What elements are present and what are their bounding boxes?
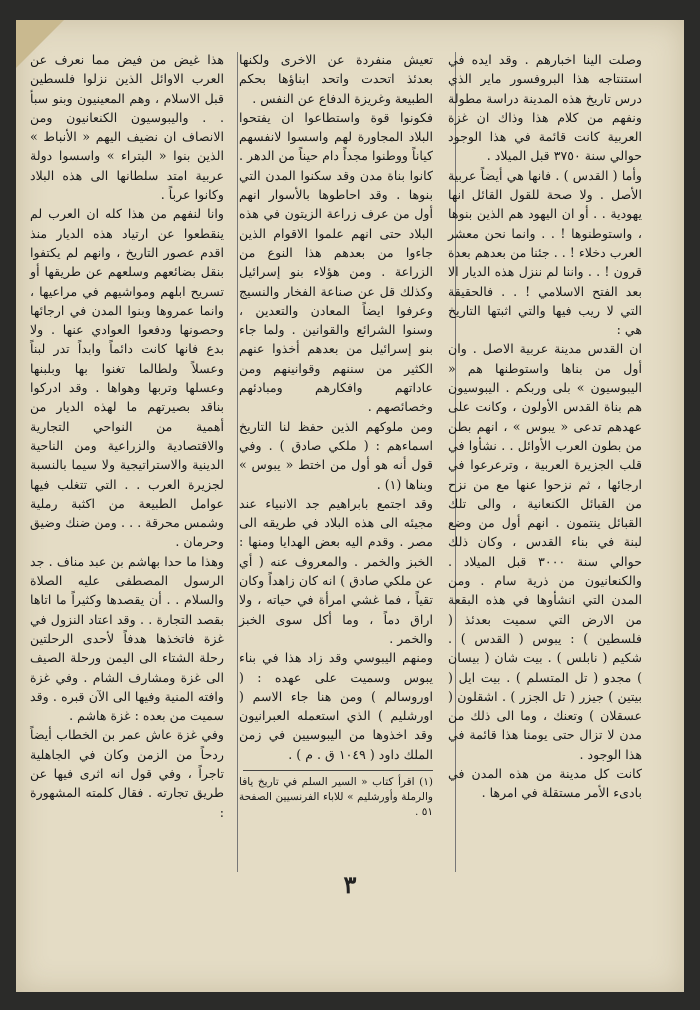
paragraph: فكونوا قوة واستطاعوا ان يفتحوا البلاد المجاورة لهم واسسوا لانفسهم كياناً ووطنوا مجداً دام حيناً من الدهر .: [239, 109, 433, 164]
paragraph: ومن ملوكهم الذين حفظ لنا التاريخ اسماءهم : ( ملكي صادق ) . وفي قول أنه هو أول من اختط « يبوس » وبناها (١) .: [239, 418, 433, 492]
column-left: [30, 50, 224, 870]
paragraph: ان القدس مدينة عربية الاصل . وان أول من بناها واستوطنها هم « اليبوسيون » بلى وربكم . اليبوسيون هم بناة القدس الأولون ، وكانت على عهدهم تدعى « يبوس » ، انهم بطن من بطون العرب الأوائل . . نشأوا في قلب الجزيرة العربية ، وترعرعوا في ارجائها ، ثم نزحوا عنها مع من نزح من القبائل الكنعانية ، والى تلك القبائل ينتمون . انهم أول من وضع لبنة في بناء القدس ، وكان ذلك حوالي سنة ٣٠٠٠ قبل الميلاد . والكنعانيون من ذرية سام . ومن المدن التي انشأوها في هذه البقعة من الارض التي سميت بعدئذ ( فلسطين ) : يبوس ( القدس ) . شكيم ( نابلس ) . بيت شان ( بيسان ) مجدو ( تل المتسلم ) . بيت ايل ( بيتين ) جيزر ( تل الجزر ) . اشقلون ( عسقلان ) وتعنك ، وما الى ذلك من مدن لا تزال حتى يومنا هذا قائمة في هذا الوجود .: [448, 341, 642, 762]
paragraph: وهذا ما حدا بهاشم بن عبد مناف . جد الرسول المصطفى عليه الصلاة والسلام . . أن يقصدها وكثيراً ما اتاها بقصد التجارة . . وقد اعتاد النزول في غزة فاتخذها هدفاً لأحدى الرحلتين رحلة الشتاء الى اليمن ورحلة الصيف الى غزة ومشارف الشام . وفي غزة وافته المنية وفيها الى الآن قبره . وقد سميت من بعده : غزة هاشم .: [30, 553, 224, 724]
paragraph: تعيش منفردة عن الاخرى ولكنها بعدئذ اتحدت واتحد ابناؤها بحكم الطبيعة وغريزة الدفاع عن النفس .: [239, 52, 433, 106]
paragraph: كانت كل مدينة من هذه المدن في بادىء الأمر مستقلة في امرها .: [448, 765, 642, 801]
page-number: ٣: [343, 870, 357, 899]
footnote: (١) اقرأ كتاب « السير السلم في تاريخ يافا والرملة وأورشليم » للاباء الفرنسيين الصفحة ٥١ .: [239, 775, 433, 818]
column-middle: [239, 50, 433, 870]
paragraph: وفي غزة عاش عمر بن الخطاب أيضاً ردحاً من الزمن وكان في الجاهلية تاجراً ، وفي قول انه اثرى فيها عن طريق تجارته . فقال كلمته المشهورة :: [30, 727, 224, 820]
paragraph: وقد اجتمع بابراهيم جد الانبياء عند مجيئه الى هذه البلاد في طريقه الى مصر . وقدم اليه بعض الهدايا ومنها : الخبز والخمر . والمعروف عنه ( أي عن ملكي صادق ) انه كان زاهداً وكان تقياً ، فما غشي امرأة في حياته ، ولا اراق دماً ، وما أكل سوى الخبز والخمر .: [239, 495, 433, 646]
text-columns: [30, 50, 642, 870]
paragraph: وانا لنفهم من هذا كله ان العرب لم ينقطعوا عن ارتياد هذه الديار منذ اقدم عصور التاريخ ، وانهم لم يكتفوا بنقل بضائعهم وسلعهم عن طريقها أو تسريح ابلهم ومواشيهم في مراعيها ، وانما عمروها وبنوا المدن في ارجائها وحصونها ودفعوا العوادي عنها . ولا بدع فانها كانت دائماً وابداً تدر لبناً وعسلاً ولطالما تغنوا بها وبلبنها وعسلها وتربها وهواها . وقد ادركوا بناقد بصيرتهم ما لهذه الديار من أهمية من النواحي التجارية والاقتصادية والزراعية ومن الناحية الدينية والاستراتيجية ولا سيما بالنسبة لجزيرة العرب . . التي تتغلب فيها عوامل الطبيعة من اكثبة رملية وشمس محرقة . . . ومن ضنك وضيق وحرمان .: [30, 206, 224, 550]
column-right: [448, 50, 642, 870]
paragraph: هذا غيض من فيض مما نعرف عن العرب الاوائل الذين نزلوا فلسطين قبل الاسلام ، وهم المعينيون وبنو سبأ . . واليبوسيون الكنعانيون ومن الانصاف ان نضيف اليهم « الأنباط » الذين بنوا « البتراء » واسسوا دولة عربية امتد سلطانها الى هذه البلاد وكانوا عرباً .: [30, 52, 224, 203]
paragraph: وأما ( القدس ) . فانها هي أيضاً عربية الأصل . ولا صحة للقول القائل انها يهودية . . أو ان اليهود هم الذين بنوها ، واستوطنوها ! . . وانما نحن معشر العرب دخلاء ! . . جئنا من بعدهم بعدة قرون ! . . واننا لم ننزل هذه الديار الا بعد الفتح الاسلامي ! . . فالحقيقة التي لا ريب فيها والتي اثبتها التاريخ هي :: [448, 167, 642, 338]
paragraph: وصلت الينا اخبارهم . وقد ايده في استنتاجه هذا البروفسور ماير الذي درس تاريخ هذه المدينة دراسة مطولة ونفهم من كلام هذا وذاك ان غزة العربية كانت قائمة في هذا الوجود حوالي سنة ٣٧٥٠ قبل الميلاد .: [448, 52, 642, 164]
paragraph: كانوا بناة مدن وقد سكنوا المدن التي بنوها . وقد احاطوها بالأسوار انهم أول من عرف زراعة الزيتون في هذه البلاد حتى انهم علموا الاقوام الذين جاءوا من بعدهم هذا النوع من الزراعة . ومن هؤلاء بنو إسرائيل وكذلك قل عن صناعة الفخار والنسيج وعرفوا ايضاً المعادن والتعدين ، وسنوا الشرائع والقوانين . ولما جاء بنو إسرائيل من بعدهم أخذوا عنهم الكثير من سننهم وقوانينهم ومن عاداتهم وافكارهم ومبادئهم وخصائصهم .: [239, 167, 433, 415]
footnote-rule: [243, 770, 433, 771]
paragraph: ومنهم اليبوسي وقد زاد هذا في بناء يبوس وسميت على عهده : ( اوروسالم ) ومن هنا جاء الاسم ( اورشليم ) الذي استعمله العبرانيون وقد اخذوها من اليبوسيين في زمن الملك داود ( ١٠٤٩ ق . م ) .: [239, 650, 433, 762]
